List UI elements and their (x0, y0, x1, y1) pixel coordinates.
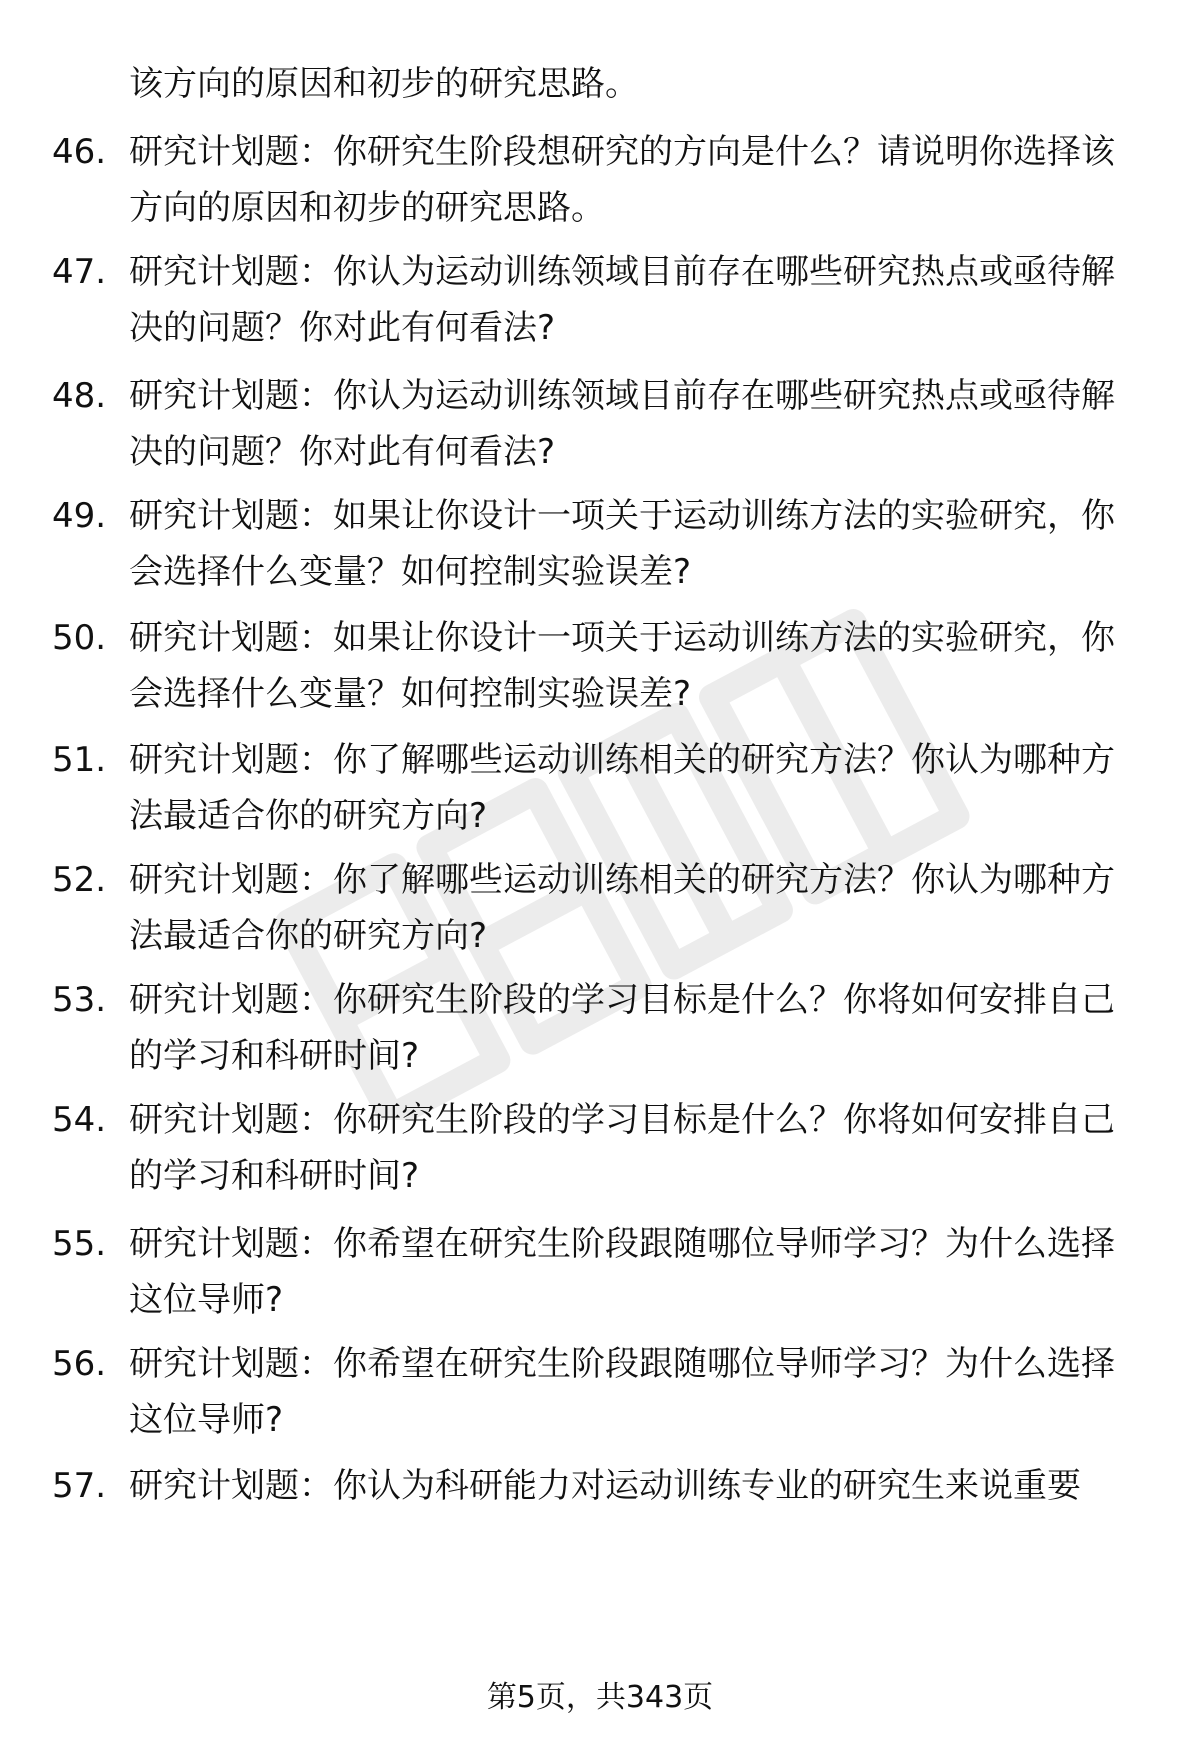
item-number: 48. (52, 376, 107, 416)
item-number: 55. (52, 1224, 107, 1264)
item-text: 研究计划题：如果让你设计一项关于运动训练方法的实验研究，你会选择什么变量？如何控制实验误差? (129, 618, 1115, 714)
list-item (0, 1092, 1200, 1204)
item-text: 研究计划题：你研究生阶段想研究的方向是什么？请说明你选择该方向的原因和初步的研究思路。 (129, 132, 1115, 228)
list-item (0, 852, 1200, 964)
continuation-line: 该方向的原因和初步的研究思路。 (129, 64, 639, 104)
list-item (0, 244, 1200, 356)
item-number: 56. (52, 1344, 107, 1384)
list-item (0, 1336, 1200, 1448)
item-number: 47. (52, 252, 107, 292)
item-text: 研究计划题：你了解哪些运动训练相关的研究方法？你认为哪种方法最适合你的研究方向? (129, 860, 1115, 956)
list-item (0, 1216, 1200, 1328)
list-item (0, 124, 1200, 236)
list-item (0, 610, 1200, 722)
item-number: 52. (52, 860, 107, 900)
list-item (0, 732, 1200, 844)
item-number: 57. (52, 1466, 107, 1506)
list-item (0, 488, 1200, 600)
item-text: 研究计划题：如果让你设计一项关于运动训练方法的实验研究，你会选择什么变量？如何控制实验误差? (129, 496, 1115, 592)
item-number: 49. (52, 496, 107, 536)
list-item (0, 1458, 1200, 1514)
item-number: 51. (52, 740, 107, 780)
item-text: 研究计划题：你希望在研究生阶段跟随哪位导师学习？为什么选择这位导师? (129, 1224, 1115, 1320)
item-number: 54. (52, 1100, 107, 1140)
item-number: 46. (52, 132, 107, 172)
item-text: 研究计划题：你了解哪些运动训练相关的研究方法？你认为哪种方法最适合你的研究方向? (129, 740, 1115, 836)
item-number: 53. (52, 980, 107, 1020)
item-text: 研究计划题：你认为科研能力对运动训练专业的研究生来说重要 (129, 1466, 1081, 1506)
item-number: 50. (52, 618, 107, 658)
list-item (0, 368, 1200, 480)
item-text: 研究计划题：你希望在研究生阶段跟随哪位导师学习？为什么选择这位导师? (129, 1344, 1115, 1440)
page-footer: 第5页，共343页 (486, 1680, 714, 1715)
item-text: 研究计划题：你研究生阶段的学习目标是什么？你将如何安排自己的学习和科研时间? (129, 980, 1115, 1076)
list-item (0, 972, 1200, 1084)
item-text: 研究计划题：你认为运动训练领域目前存在哪些研究热点或亟待解决的问题？你对此有何看法? (129, 376, 1115, 472)
item-text: 研究计划题：你认为运动训练领域目前存在哪些研究热点或亟待解决的问题？你对此有何看法? (129, 252, 1115, 348)
item-text: 研究计划题：你研究生阶段的学习目标是什么？你将如何安排自己的学习和科研时间? (129, 1100, 1115, 1196)
